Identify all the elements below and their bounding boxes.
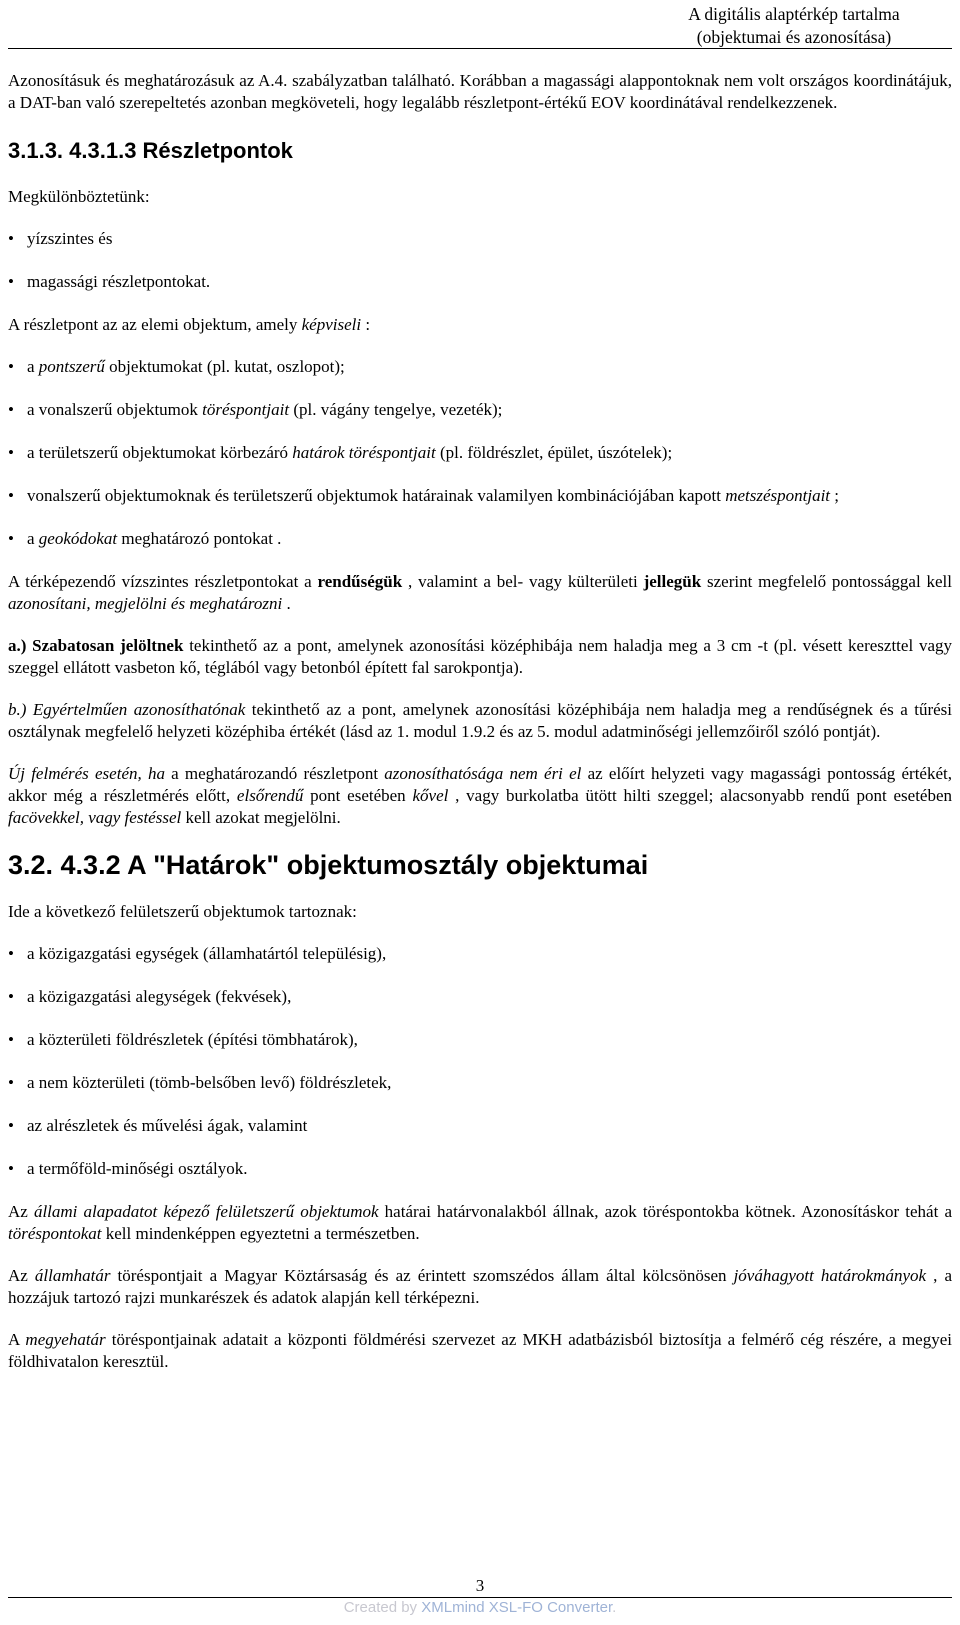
megyehatar-paragraph: A megyehatár töréspontjainak adatait a központi földmérési szervezet az MKH adatbázisból biztosítja a felmérő cég részére, a megyei földhivatalon keresztül.	[8, 1330, 952, 1371]
list-item: • a területszerű objektumokat körbezáró határok töréspontjait (pl. földrészlet, épület, úszótelek);	[8, 442, 952, 464]
egyertelmu-paragraph: b.) Egyértelműen azonosíthatónak tekinthető az a pont, amelynek azonosítási középhibája nem haladja meg a rendűségnek és a tűrési osztálynak megfelelő helyzeti középhiba értékét (lásd az 1. modul 1.9.2 és az 5. modul adatminőségi jellemzőiről szóló pontját).	[8, 700, 952, 741]
converter-footer: Created by XMLmind XSL-FO Converter.	[343, 1599, 617, 1616]
list-item: • vonalszerű objektumoknak és területszerű objektumok határainak valamilyen kombinációjában kapott metszéspontjait ;	[8, 485, 952, 507]
szabatos-paragraph: a.) Szabatosan jelöltnek tekinthető az a pont, amelynek azonosítási középhibája nem haladja meg a 3 cm -t (pl. vésett kereszttel vagy szeggel ellátott vasbeton kő, téglából vagy betonból épített fal sarokpontja).	[8, 636, 952, 677]
header-rule	[8, 48, 952, 49]
list-item: • a pontszerű objektumokat (pl. kutat, oszlopot);	[8, 356, 952, 378]
page-number: 3	[475, 1576, 485, 1595]
list-item: • a közterületi földrészletek (építési tömbhatárok),	[8, 1029, 952, 1051]
point-type-list	[8, 228, 952, 293]
page-body	[8, 70, 952, 1373]
list-item: • yízszintes és	[8, 228, 952, 250]
list-item: • a termőföld-minőségi osztályok.	[8, 1158, 952, 1180]
intro-paragraph: Azonosításuk és meghatározásuk az A.4. szabályzatban található. Korábban a magassági alappontoknak nem volt országos koordinátájuk, a DAT-ban való szerepeltetés azonban megköveteli, hogy legalább részletpont-értékű EOV koordinátával rendelkezzenek.	[8, 71, 952, 112]
represents-paragraph: A részletpont az az elemi objektum, amely képviseli :	[8, 315, 371, 334]
list-item: • a közigazgatási alegységek (fekvések),	[8, 986, 952, 1008]
running-header	[644, 3, 944, 49]
surface-object-list	[8, 943, 952, 1180]
allamhatar-paragraph: Az államhatár töréspontjait a Magyar Köztársaság és az érintett szomszédos állam által kölcsönösen jóváhagyott határokmányok , a hozzájuk tartozó rajzi munkarészek és adatok alapján kell térképezni.	[8, 1266, 953, 1307]
section-heading-reszletpontok: 3.1.3. 4.3.1.3 Részletpontok	[8, 138, 293, 163]
converter-link[interactable]: XMLmind XSL-FO Converter	[421, 1599, 613, 1616]
list-item: • a közigazgatási egységek (államhatártól településig),	[8, 943, 952, 965]
represents-list	[8, 356, 952, 550]
rendusseg-paragraph: A térképezendő vízszintes részletpontokat a rendűségük , valamint a bel- vagy külterületi jellegük szerint megfelelő pontossággal kell azonosítani, megjelölni és meghatározni .	[8, 572, 952, 613]
footer-rule	[8, 1597, 952, 1598]
list-item: • a geokódokat meghatározó pontokat .	[8, 528, 952, 550]
list-item: • a vonalszerű objektumok töréspontjait (pl. vágány tengelye, vezeték);	[8, 399, 952, 421]
list-item: • magassági részletpontokat.	[8, 271, 952, 293]
list-item: • az alrészletek és művelési ágak, valamint	[8, 1115, 952, 1137]
header-subtitle: (objektumai és azonosítása)	[696, 27, 892, 47]
section-heading-hatarok: 3.2. 4.3.2 A "Határok" objektumosztály objektumai	[8, 850, 649, 880]
uj-felmeres-paragraph: Új felmérés esetén, ha a meghatározandó részletpont azonosíthatósága nem éri el az előírt helyzeti vagy magassági pontosság értékét, akkor még a részletmérés előtt, elsőrendű pont esetében kővel , vagy burkolatba ütött hilti szeggel; alacsonyabb rendű pont esetében facövekkel, vagy festéssel kell azokat megjelölni.	[8, 764, 953, 827]
allami-alapadat-paragraph: Az állami alapadatot képező felületszerű objektumok határai határvonalakból állnak, azok töréspontokba kötnek. Azonosításkor tehát a töréspontokat kell mindenképpen egyeztetni a természetben.	[8, 1202, 952, 1243]
distinguish-label: Megkülönböztetünk:	[8, 187, 150, 206]
header-title: A digitális alaptérkép tartalma	[688, 4, 900, 24]
hatarok-intro: Ide a következő felületszerű objektumok tartoznak:	[8, 902, 357, 921]
list-item: • a nem közterületi (tömb-belsőben levő) földrészletek,	[8, 1072, 952, 1094]
